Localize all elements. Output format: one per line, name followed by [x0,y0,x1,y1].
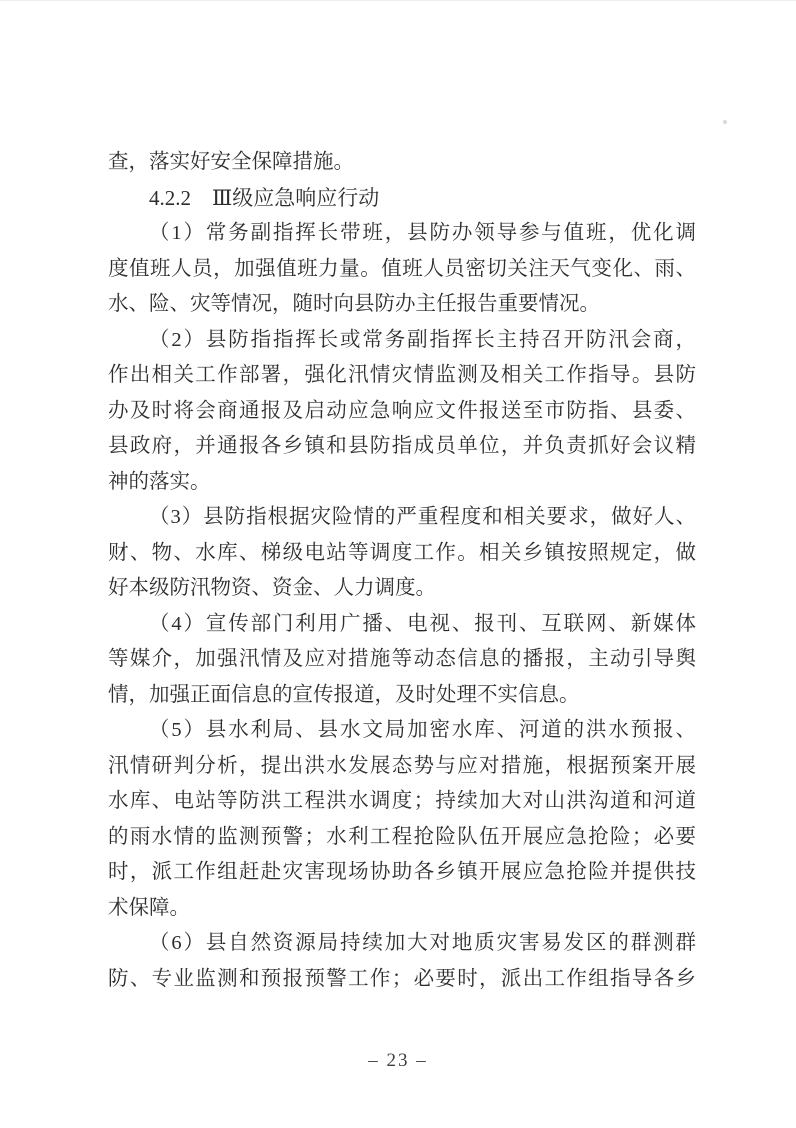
page-footer [0,1050,796,1072]
paragraph-item-4 [108,607,696,714]
doc-line: （3）县防指根据灾险情的严重程度和相关要求，做好人、 [149,506,696,528]
doc-line: 度值班人员，加强值班力量。值班人员密切关注天气变化、雨、 [108,257,696,280]
doc-line: 查，落实好安全保障措施。 [108,151,354,173]
doc-line: 时，派工作组赶赴灾害现场协助各乡镇开展应急抢险并提供技 [108,861,696,883]
doc-line: 4.2.2 Ⅲ级应急响应行动 [149,185,380,210]
doc-line: 神的落实。 [108,470,211,493]
doc-line: 办及时将会商通报及启动应急响应文件报送至市防指、县委、 [108,399,696,422]
doc-line: （4）宣传部门利用广播、电视、报刊、互联网、新媒体 [149,612,696,635]
doc-line: 等媒介，加强汛情及应对措施等动态信息的播报，主动引导舆 [108,648,696,670]
doc-line: （1）常务副指挥长带班，县防办领导参与值班，优化调 [149,222,696,244]
page-number: – 23 – [368,1050,428,1071]
doc-line: 情，加强正面信息的宣传报道，及时处理不实信息。 [108,683,580,706]
paragraph-item-3 [108,500,696,607]
paragraph-item-5 [108,713,696,926]
paragraph-item-1 [108,216,696,323]
doc-line: 县政府，并通报各乡镇和县防指成员单位，并负责抓好会议精 [108,435,696,457]
paragraph-continuation [108,145,696,181]
scan-speck [723,120,727,124]
doc-line: （6）县自然资源局持续加大对地质灾害易发区的群测群 [149,932,696,954]
doc-line: 水、险、灾等情况，随时向县防办主任报告重要情况。 [108,293,600,315]
text-block [108,145,696,997]
section-heading [108,181,696,217]
doc-line: （2）县防指指挥长或常务副指挥长主持召开防汛会商， [149,328,696,351]
doc-line: 汛情研判分析，提出洪水发展态势与应对措施，根据预案开展 [108,754,696,777]
doc-line: 术保障。 [108,896,190,919]
doc-line: 水库、电站等防洪工程洪水调度；持续加大对山洪沟道和河道 [108,790,696,812]
doc-line: 的雨水情的监测预警；水利工程抢险队伍开展应急抢险；必要 [108,825,696,848]
doc-line: 好本级防汛物资、资金、人力调度。 [108,577,436,599]
paragraph-item-2 [108,323,696,501]
doc-line: （5）县水利局、县水文局加密水库、河道的洪水预报、 [149,719,696,741]
doc-line: 作出相关工作部署，强化汛情灾情监测及相关工作指导。县防 [108,364,696,386]
paragraph-item-6 [108,926,696,997]
doc-line: 财、物、水库、梯级电站等调度工作。相关乡镇按照规定，做 [108,541,696,564]
scan-top-edge [0,0,796,1]
doc-line: 防、专业监测和预报预警工作；必要时，派出工作组指导各乡 [108,967,696,990]
